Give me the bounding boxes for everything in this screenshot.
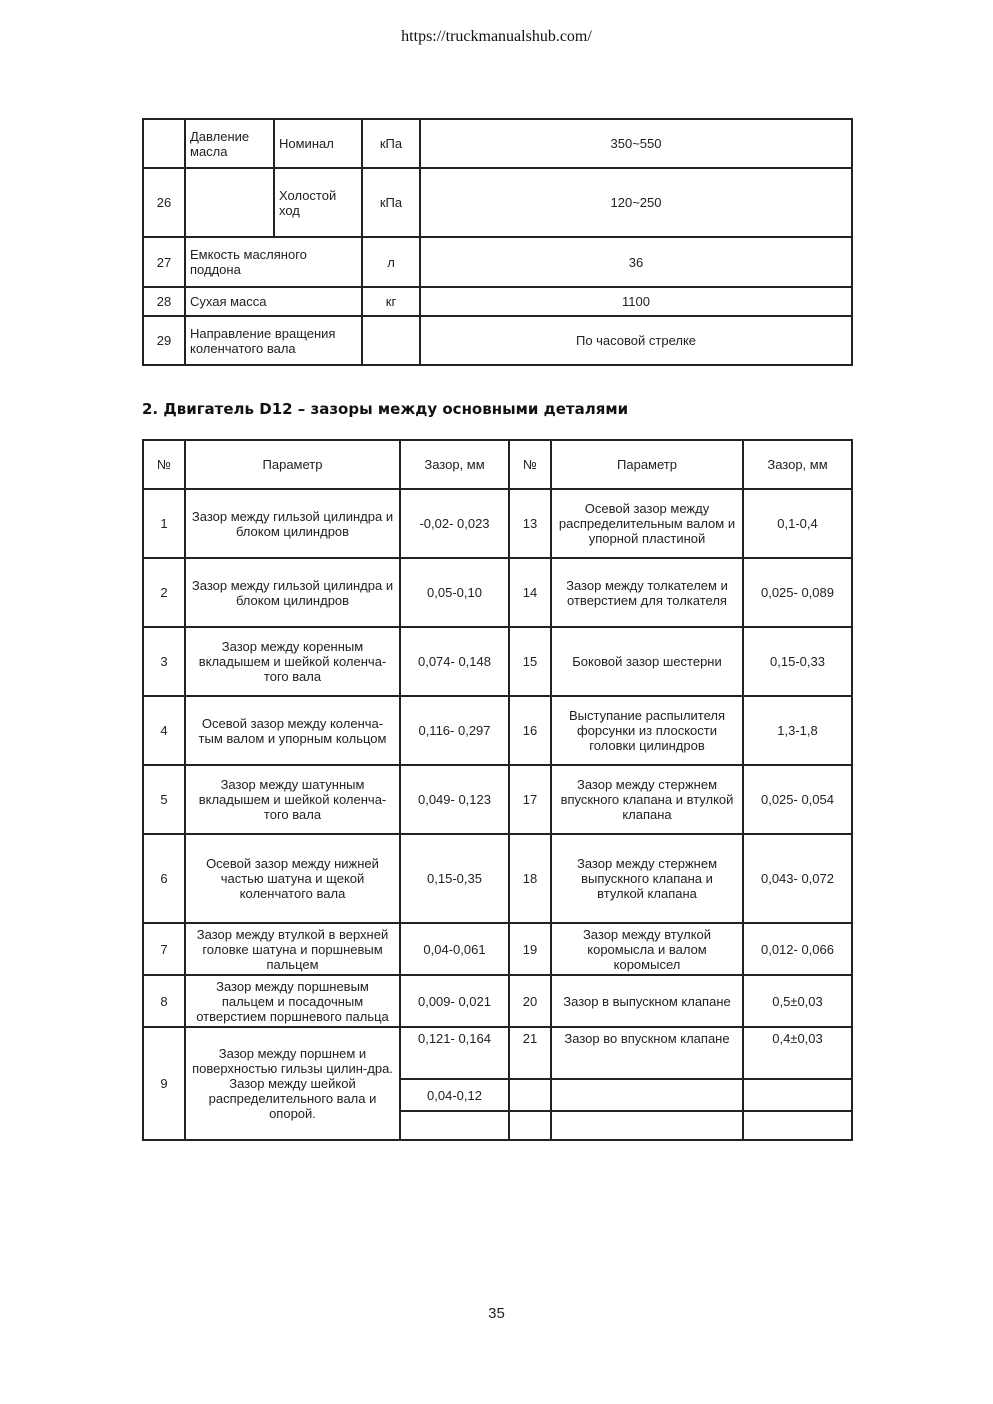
value-cell: 120~250 (420, 168, 852, 237)
row-number: 6 (143, 834, 185, 923)
gap-cell: 0,15-0,35 (400, 834, 509, 923)
param-sub-label: Холостой ход (274, 168, 362, 237)
table-row (143, 287, 852, 316)
gap-cell: 0,025- 0,054 (743, 765, 852, 834)
gap-cell: 0,15-0,33 (743, 627, 852, 696)
row-number: 27 (143, 237, 185, 287)
param-label: Сухая масса (185, 287, 362, 316)
gap-cell: 0,04-0,12 (400, 1079, 509, 1111)
gap-cell: 0,121- 0,164 (400, 1027, 509, 1079)
param-cell: Выступание распылителя форсунки из плоскости головки цилиндров (551, 696, 743, 765)
row-number: 16 (509, 696, 551, 765)
unit-cell: кПа (362, 119, 420, 168)
table-row (143, 627, 852, 696)
oil-pressure-label: Давление масла (185, 119, 274, 168)
table-header-row (143, 440, 852, 489)
header-num: № (509, 440, 551, 489)
gap-cell: -0,02- 0,023 (400, 489, 509, 558)
table-row (143, 696, 852, 765)
gap-cell: 1,3-1,8 (743, 696, 852, 765)
section-title: 2. Двигатель D12 – зазоры между основными деталями (142, 400, 629, 418)
row-number: 18 (509, 834, 551, 923)
gap-cell: 0,049- 0,123 (400, 765, 509, 834)
header-param: Параметр (551, 440, 743, 489)
param-cell: Зазор между поршневым пальцем и посадочным отверстием поршневого пальца (185, 975, 400, 1027)
row-number: 19 (509, 923, 551, 975)
param-cell: Зазор между стержнем выпускного клапана и втулкой клапана (551, 834, 743, 923)
row-number: 4 (143, 696, 185, 765)
param-cell: Осевой зазор между распределительным валом и упорной пластиной (551, 489, 743, 558)
row-number: 15 (509, 627, 551, 696)
param-cell: Зазор между втулкой в верхней головке шатуна и поршневым пальцем (185, 923, 400, 975)
param-cell: Боковой зазор шестерни (551, 627, 743, 696)
value-cell: 1100 (420, 287, 852, 316)
row-number: 28 (143, 287, 185, 316)
empty-cell (551, 1111, 743, 1140)
param-cell: Зазор между гильзой цилиндра и блоком цилиндров (185, 489, 400, 558)
param-cell: Зазор между коренным вкладышем и шейкой коленча-того вала (185, 627, 400, 696)
gap-cell: 0,116- 0,297 (400, 696, 509, 765)
row-number: 7 (143, 923, 185, 975)
row-number: 13 (509, 489, 551, 558)
gap-cell: 0,025- 0,089 (743, 558, 852, 627)
table-row (143, 119, 852, 168)
empty-cell (509, 1111, 551, 1140)
gap-cell: 0,043- 0,072 (743, 834, 852, 923)
param-cell: Зазор между поршнем и поверхностью гильзы цилин-дра. Зазор между шейкой распределительного вала и опорой. (185, 1027, 400, 1140)
value-cell: 36 (420, 237, 852, 287)
unit-cell: л (362, 237, 420, 287)
row-number: 2 (143, 558, 185, 627)
row-number: 21 (509, 1027, 551, 1079)
param-cell: Зазор между гильзой цилиндра и блоком цилиндров (185, 558, 400, 627)
unit-cell (362, 316, 420, 365)
gap-cell: 0,012- 0,066 (743, 923, 852, 975)
gap-cell: 0,074- 0,148 (400, 627, 509, 696)
value-cell: По часовой стрелке (420, 316, 852, 365)
param-cell: Осевой зазор между коленча-тым валом и упорным кольцом (185, 696, 400, 765)
param-cell: Зазор между втулкой коромысла и валом коромысел (551, 923, 743, 975)
header-gap: Зазор, мм (400, 440, 509, 489)
value-cell: 350~550 (420, 119, 852, 168)
gap-cell: 0,1-0,4 (743, 489, 852, 558)
row-number: 29 (143, 316, 185, 365)
param-cell: Зазор во впускном клапане (551, 1027, 743, 1079)
param-sub-label: Номинал (274, 119, 362, 168)
table-row (143, 237, 852, 287)
table-row (143, 558, 852, 627)
row-number: 17 (509, 765, 551, 834)
unit-cell: кг (362, 287, 420, 316)
param-cell: Зазор между стержнем впускного клапана и втулкой клапана (551, 765, 743, 834)
gap-cell: 0,05-0,10 (400, 558, 509, 627)
unit-cell: кПа (362, 168, 420, 237)
header-gap: Зазор, мм (743, 440, 852, 489)
table-row (143, 316, 852, 365)
table-row (143, 923, 852, 975)
page-number: 35 (488, 1305, 505, 1322)
header-num: № (143, 440, 185, 489)
row-number: 20 (509, 975, 551, 1027)
empty-cell (400, 1111, 509, 1140)
gap-cell: 0,4±0,03 (743, 1027, 852, 1079)
param-cell: Осевой зазор между нижней частью шатуна и щекой коленчатого вала (185, 834, 400, 923)
empty-cell (551, 1079, 743, 1111)
empty-cell (743, 1079, 852, 1111)
param-label: Емкость масляного поддона (185, 237, 362, 287)
clearance-table (142, 439, 853, 1141)
gap-cell: 0,5±0,03 (743, 975, 852, 1027)
table-row (143, 489, 852, 558)
row-number: 3 (143, 627, 185, 696)
param-cell: Зазор в выпускном клапане (551, 975, 743, 1027)
empty-cell (185, 168, 274, 237)
empty-cell (743, 1111, 852, 1140)
row-number: 8 (143, 975, 185, 1027)
empty-cell (509, 1079, 551, 1111)
row-number: 26 (143, 168, 185, 237)
param-cell: Зазор между шатунным вкладышем и шейкой коленча-того вала (185, 765, 400, 834)
row-number (143, 119, 185, 168)
engine-spec-table (142, 118, 853, 366)
param-cell: Зазор между толкателем и отверстием для толкателя (551, 558, 743, 627)
gap-cell: 0,04-0,061 (400, 923, 509, 975)
table-row (143, 975, 852, 1027)
header-param: Параметр (185, 440, 400, 489)
param-label: Направление вращения коленчатого вала (185, 316, 362, 365)
row-number: 5 (143, 765, 185, 834)
table-row (143, 765, 852, 834)
gap-cell: 0,009- 0,021 (400, 975, 509, 1027)
row-number: 14 (509, 558, 551, 627)
table-row (143, 168, 852, 237)
site-url: https://truckmanualshub.com/ (401, 28, 592, 45)
row-number: 1 (143, 489, 185, 558)
table-row (143, 834, 852, 923)
row-number: 9 (143, 1027, 185, 1140)
table-row (143, 1027, 852, 1079)
